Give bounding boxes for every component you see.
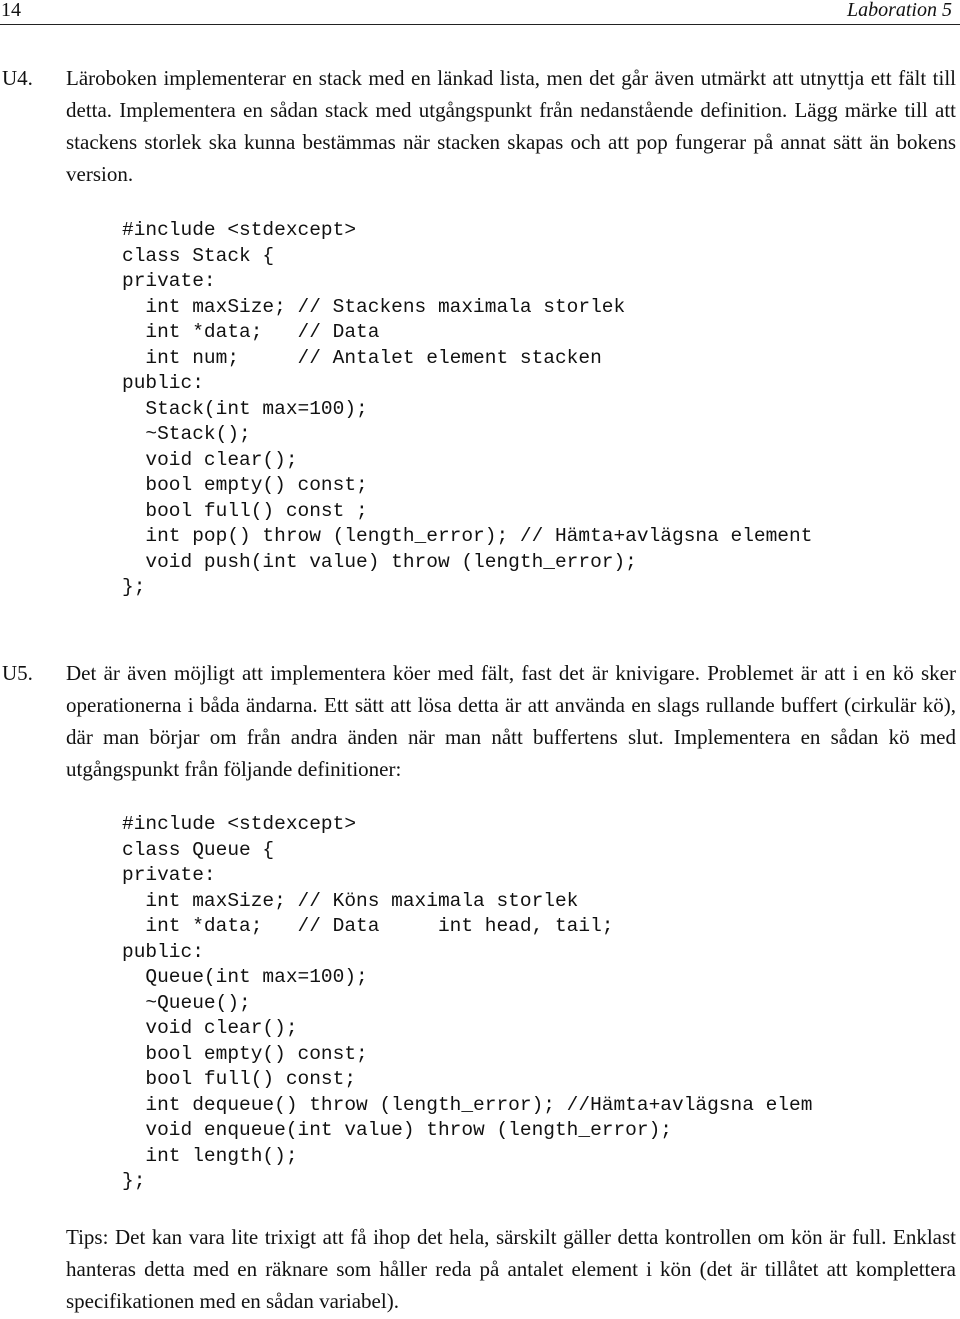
code-line: int maxSize; // Stackens maximala storlek bbox=[122, 295, 626, 318]
code-line: int *data; // Data int head, tail; bbox=[122, 915, 614, 937]
code-line: bool full() const ; bbox=[122, 499, 368, 522]
queue-code-listing bbox=[122, 812, 812, 1195]
code-line: bool empty() const; bbox=[122, 1042, 368, 1065]
code-line: ~Stack(); bbox=[122, 423, 251, 445]
code-line: Stack(int max=100); bbox=[122, 397, 368, 420]
exercise-label: U4. bbox=[2, 66, 33, 90]
code-line: class Stack { bbox=[122, 244, 275, 267]
page-header bbox=[0, 0, 960, 24]
code-line: private: bbox=[122, 270, 216, 292]
exercise-text: Läroboken implementerar en stack med en länkad lista, men det går även utmärkt att utnyttja ett fält till detta. Implementera en sådan stack med utgångspunkt från nedanstående definition. Lägg märke till att stackens storlek ska kunna bestämmas när stacken skapas och att pop fungerar på annat sätt än bokens version. bbox=[66, 66, 956, 186]
code-line: class Queue { bbox=[122, 838, 275, 861]
running-title: Laboration 5 bbox=[846, 0, 952, 21]
code-line: int maxSize; // Köns maximala storlek bbox=[122, 889, 579, 912]
code-line: int dequeue() throw (length_error); //Hämta+avlägsna elem bbox=[122, 1093, 813, 1116]
stack-code-listing bbox=[122, 218, 812, 601]
code-line: private: bbox=[122, 864, 216, 886]
code-line: int length(); bbox=[122, 1144, 298, 1167]
code-line: }; bbox=[122, 576, 146, 598]
code-line: Queue(int max=100); bbox=[122, 966, 368, 988]
code-line: bool full() const; bbox=[122, 1068, 357, 1090]
code-line: public: bbox=[122, 372, 204, 394]
code-line: #include <stdexcept> bbox=[122, 813, 357, 835]
code-line: void clear(); bbox=[122, 448, 298, 471]
code-line: public: bbox=[122, 940, 204, 963]
code-line: int pop() throw (length_error); // Hämta+avlägsna element bbox=[122, 525, 813, 547]
exercise-label: U5. bbox=[2, 661, 33, 685]
code-line: void enqueue(int value) throw (length_error); bbox=[122, 1119, 672, 1141]
page-number: 14 bbox=[1, 0, 21, 21]
code-line: void push(int value) throw (length_error); bbox=[122, 550, 637, 573]
code-line: ~Queue(); bbox=[122, 991, 251, 1014]
code-line: #include <stdexcept> bbox=[122, 219, 357, 241]
code-line: bool empty() const; bbox=[122, 474, 368, 496]
code-line: }; bbox=[122, 1170, 146, 1192]
code-line: void clear(); bbox=[122, 1017, 298, 1039]
code-line: int num; // Antalet element stacken bbox=[122, 346, 602, 369]
header-rule bbox=[0, 24, 960, 25]
tips-paragraph: Tips: Det kan vara lite trixigt att få ihop det hela, särskilt gäller detta kontrollen om kön är full. Enklast hanteras detta med en räknare som håller reda på antalet element i kön (det är tillåtet att komplettera specifikationen med en sådan variabel). bbox=[66, 1225, 956, 1313]
code-line: int *data; // Data bbox=[122, 321, 380, 343]
exercise-text: Det är även möjligt att implementera köer med fält, fast det är knivigare. Problemet är att i en kö sker operationerna i båda ändarna. Ett sätt att lösa detta är att använda en slags rullande buffert (cirkulär kö), där man börjar om från andra änden när man nått buffertens slut. Implementera en sådan kö med utgångspunkt från följande definitioner: bbox=[66, 661, 956, 781]
